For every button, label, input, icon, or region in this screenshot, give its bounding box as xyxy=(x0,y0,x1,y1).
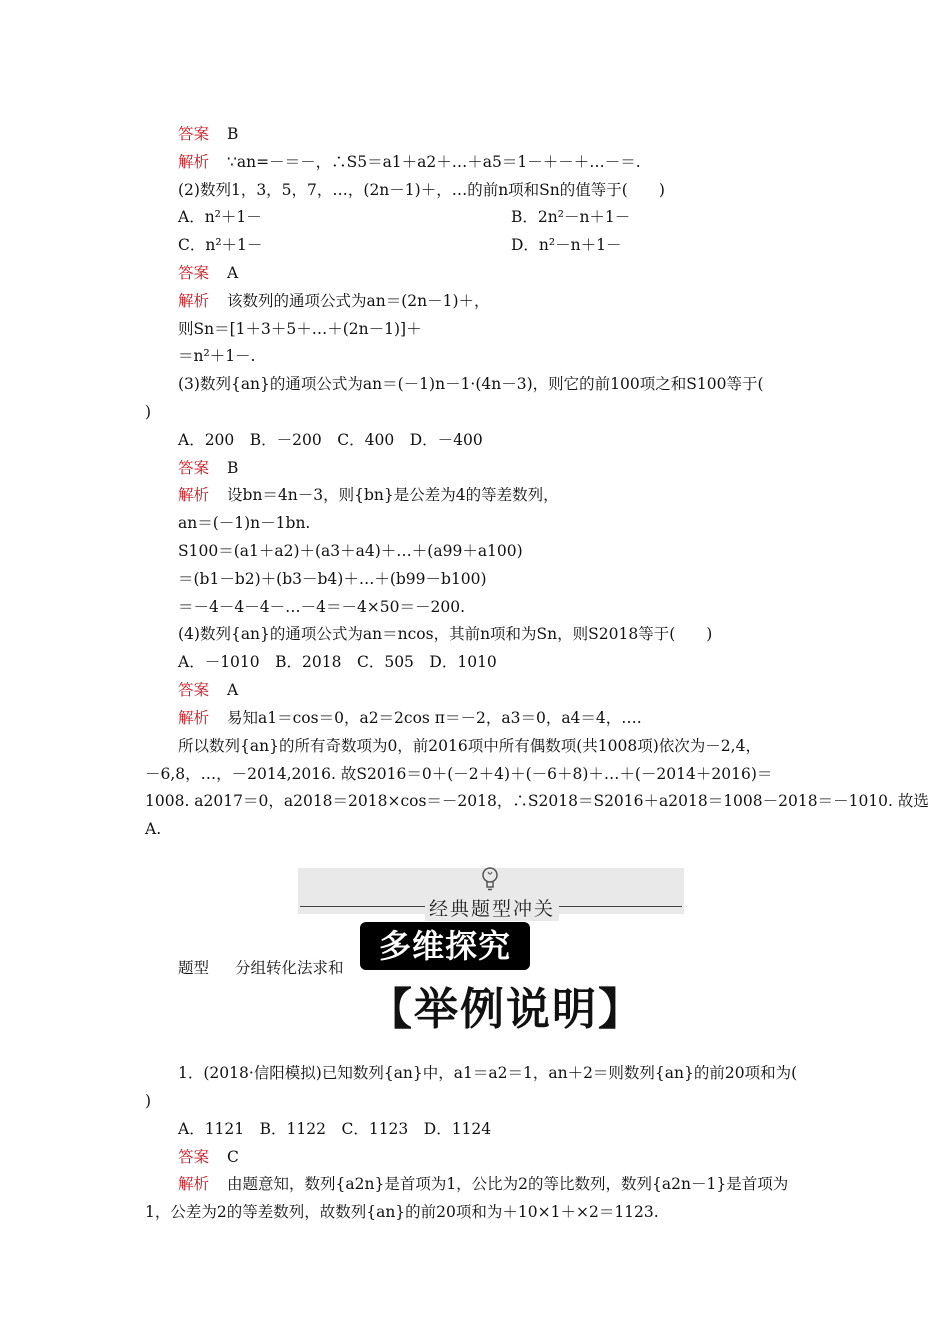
options-row: A．200 B．－200 C．400 D．－400 xyxy=(178,431,483,449)
answer-row xyxy=(178,263,238,283)
option-d: D．n²－n＋1－ xyxy=(511,236,622,254)
banner-divider-left xyxy=(300,906,428,907)
answer-row xyxy=(178,124,238,144)
question-stem-cont: ) xyxy=(145,403,152,421)
analysis-label: 解析 xyxy=(178,292,210,310)
analysis-line: ＝－4－4－4－…－4＝－4×50＝－200. xyxy=(178,598,466,616)
question-stem: (2)数列1，3，5，7，…，(2n－1)＋，…的前n项和Sn的值等于( ) xyxy=(178,181,665,199)
analysis-line: an＝(－1)n－1bn. xyxy=(178,514,311,532)
analysis-line: 则Sn＝[1＋3＋5＋…＋(2n－1)]＋ xyxy=(178,320,422,338)
analysis-line: S100＝(a1＋a2)＋(a3＋a4)＋…＋(a99＋a100) xyxy=(178,542,523,560)
answer-value: C xyxy=(227,1148,239,1166)
options-row: A．1121 B．1122 C．1123 D．1124 xyxy=(178,1120,492,1138)
answer-label: 答案 xyxy=(178,125,210,143)
answer-label: 答案 xyxy=(178,1148,210,1166)
analysis-text: 该数列的通项公式为an＝(2n－1)＋， xyxy=(227,292,490,310)
answer-value: B xyxy=(227,459,239,477)
topic-text: 分组转化法求和 xyxy=(235,959,344,977)
example-heading: 【举例说明】 xyxy=(368,984,644,1035)
multi-dimensional-badge: 多维探究 xyxy=(360,922,530,970)
question-stem: 1．(2018·信阳模拟)已知数列{an}中，a1＝a2＝1，an＋2＝则数列{an}的前20项和为( xyxy=(178,1064,798,1082)
section-title: 经典题型冲关 xyxy=(425,894,559,921)
topic-row xyxy=(178,958,344,978)
lightbulb-icon xyxy=(480,866,500,892)
answer-label: 答案 xyxy=(178,681,210,699)
analysis-text: ∵an=－＝－，∴S5＝a1＋a2＋…＋a5＝1－＋－＋…－＝. xyxy=(227,153,641,171)
analysis-line: A. xyxy=(145,820,162,838)
analysis-row xyxy=(178,485,559,505)
question-stem: (4)数列{an}的通项公式为an＝ncos，其前n项和为Sn，则S2018等于( ) xyxy=(178,625,713,643)
analysis-row xyxy=(178,291,490,311)
analysis-line: 所以数列{an}的所有奇数项为0，前2016项中所有偶数项(共1008项)依次为－2,4， xyxy=(178,737,761,755)
analysis-label: 解析 xyxy=(178,153,210,171)
analysis-text: 由题意知，数列{a2n}是首项为1，公比为2的等比数列，数列{a2n－1}是首项为 xyxy=(227,1175,789,1193)
analysis-text: 易知a1＝cos＝0，a2＝2cos π＝－2，a3＝0，a4＝4，…. xyxy=(227,709,642,727)
question-stem: (3)数列{an}的通项公式为an＝(－1)n－1·(4n－3)，则它的前100项之和S100等于( xyxy=(178,375,764,393)
analysis-line: 1，公差为2的等差数列，故数列{an}的前20项和为＋10×1＋×2＝1123. xyxy=(145,1203,659,1221)
answer-row xyxy=(178,458,238,478)
banner-divider-right xyxy=(550,906,682,907)
analysis-label: 解析 xyxy=(178,486,210,504)
analysis-line: ＝n²＋1－. xyxy=(178,347,256,365)
option-c: C．n²＋1－ xyxy=(178,236,263,254)
answer-label: 答案 xyxy=(178,459,210,477)
topic-label: 题型 xyxy=(178,959,210,977)
question-stem-cont: ) xyxy=(145,1092,152,1110)
answer-value: A xyxy=(227,681,239,699)
analysis-line: 1008. a2017＝0，a2018＝2018×cos＝－2018，∴S2018＝S2016＋a2018＝1008－2018＝－1010. 故选 xyxy=(145,792,929,810)
answer-row xyxy=(178,1147,239,1167)
analysis-row xyxy=(178,1174,788,1194)
answer-label: 答案 xyxy=(178,264,210,282)
answer-value: A xyxy=(227,264,239,282)
analysis-line: －6,8，…，－2014,2016. 故S2016＝0＋(－2＋4)＋(－6＋8)＋…＋(－2014＋2016)＝ xyxy=(145,765,773,783)
answer-row xyxy=(178,680,238,700)
analysis-label: 解析 xyxy=(178,709,210,727)
option-a: A．n²＋1－ xyxy=(178,208,262,226)
analysis-text: 设bn＝4n－3，则{bn}是公差为4的等差数列， xyxy=(227,486,559,504)
analysis-row xyxy=(178,708,642,728)
option-b: B．2n²－n＋1－ xyxy=(511,208,631,226)
analysis-line: ＝(b1－b2)＋(b3－b4)＋…＋(b99－b100) xyxy=(178,570,487,588)
answer-value: B xyxy=(227,125,239,143)
analysis-row xyxy=(178,152,641,172)
analysis-label: 解析 xyxy=(178,1175,210,1193)
options-row: A．－1010 B．2018 C．505 D．1010 xyxy=(178,653,497,671)
